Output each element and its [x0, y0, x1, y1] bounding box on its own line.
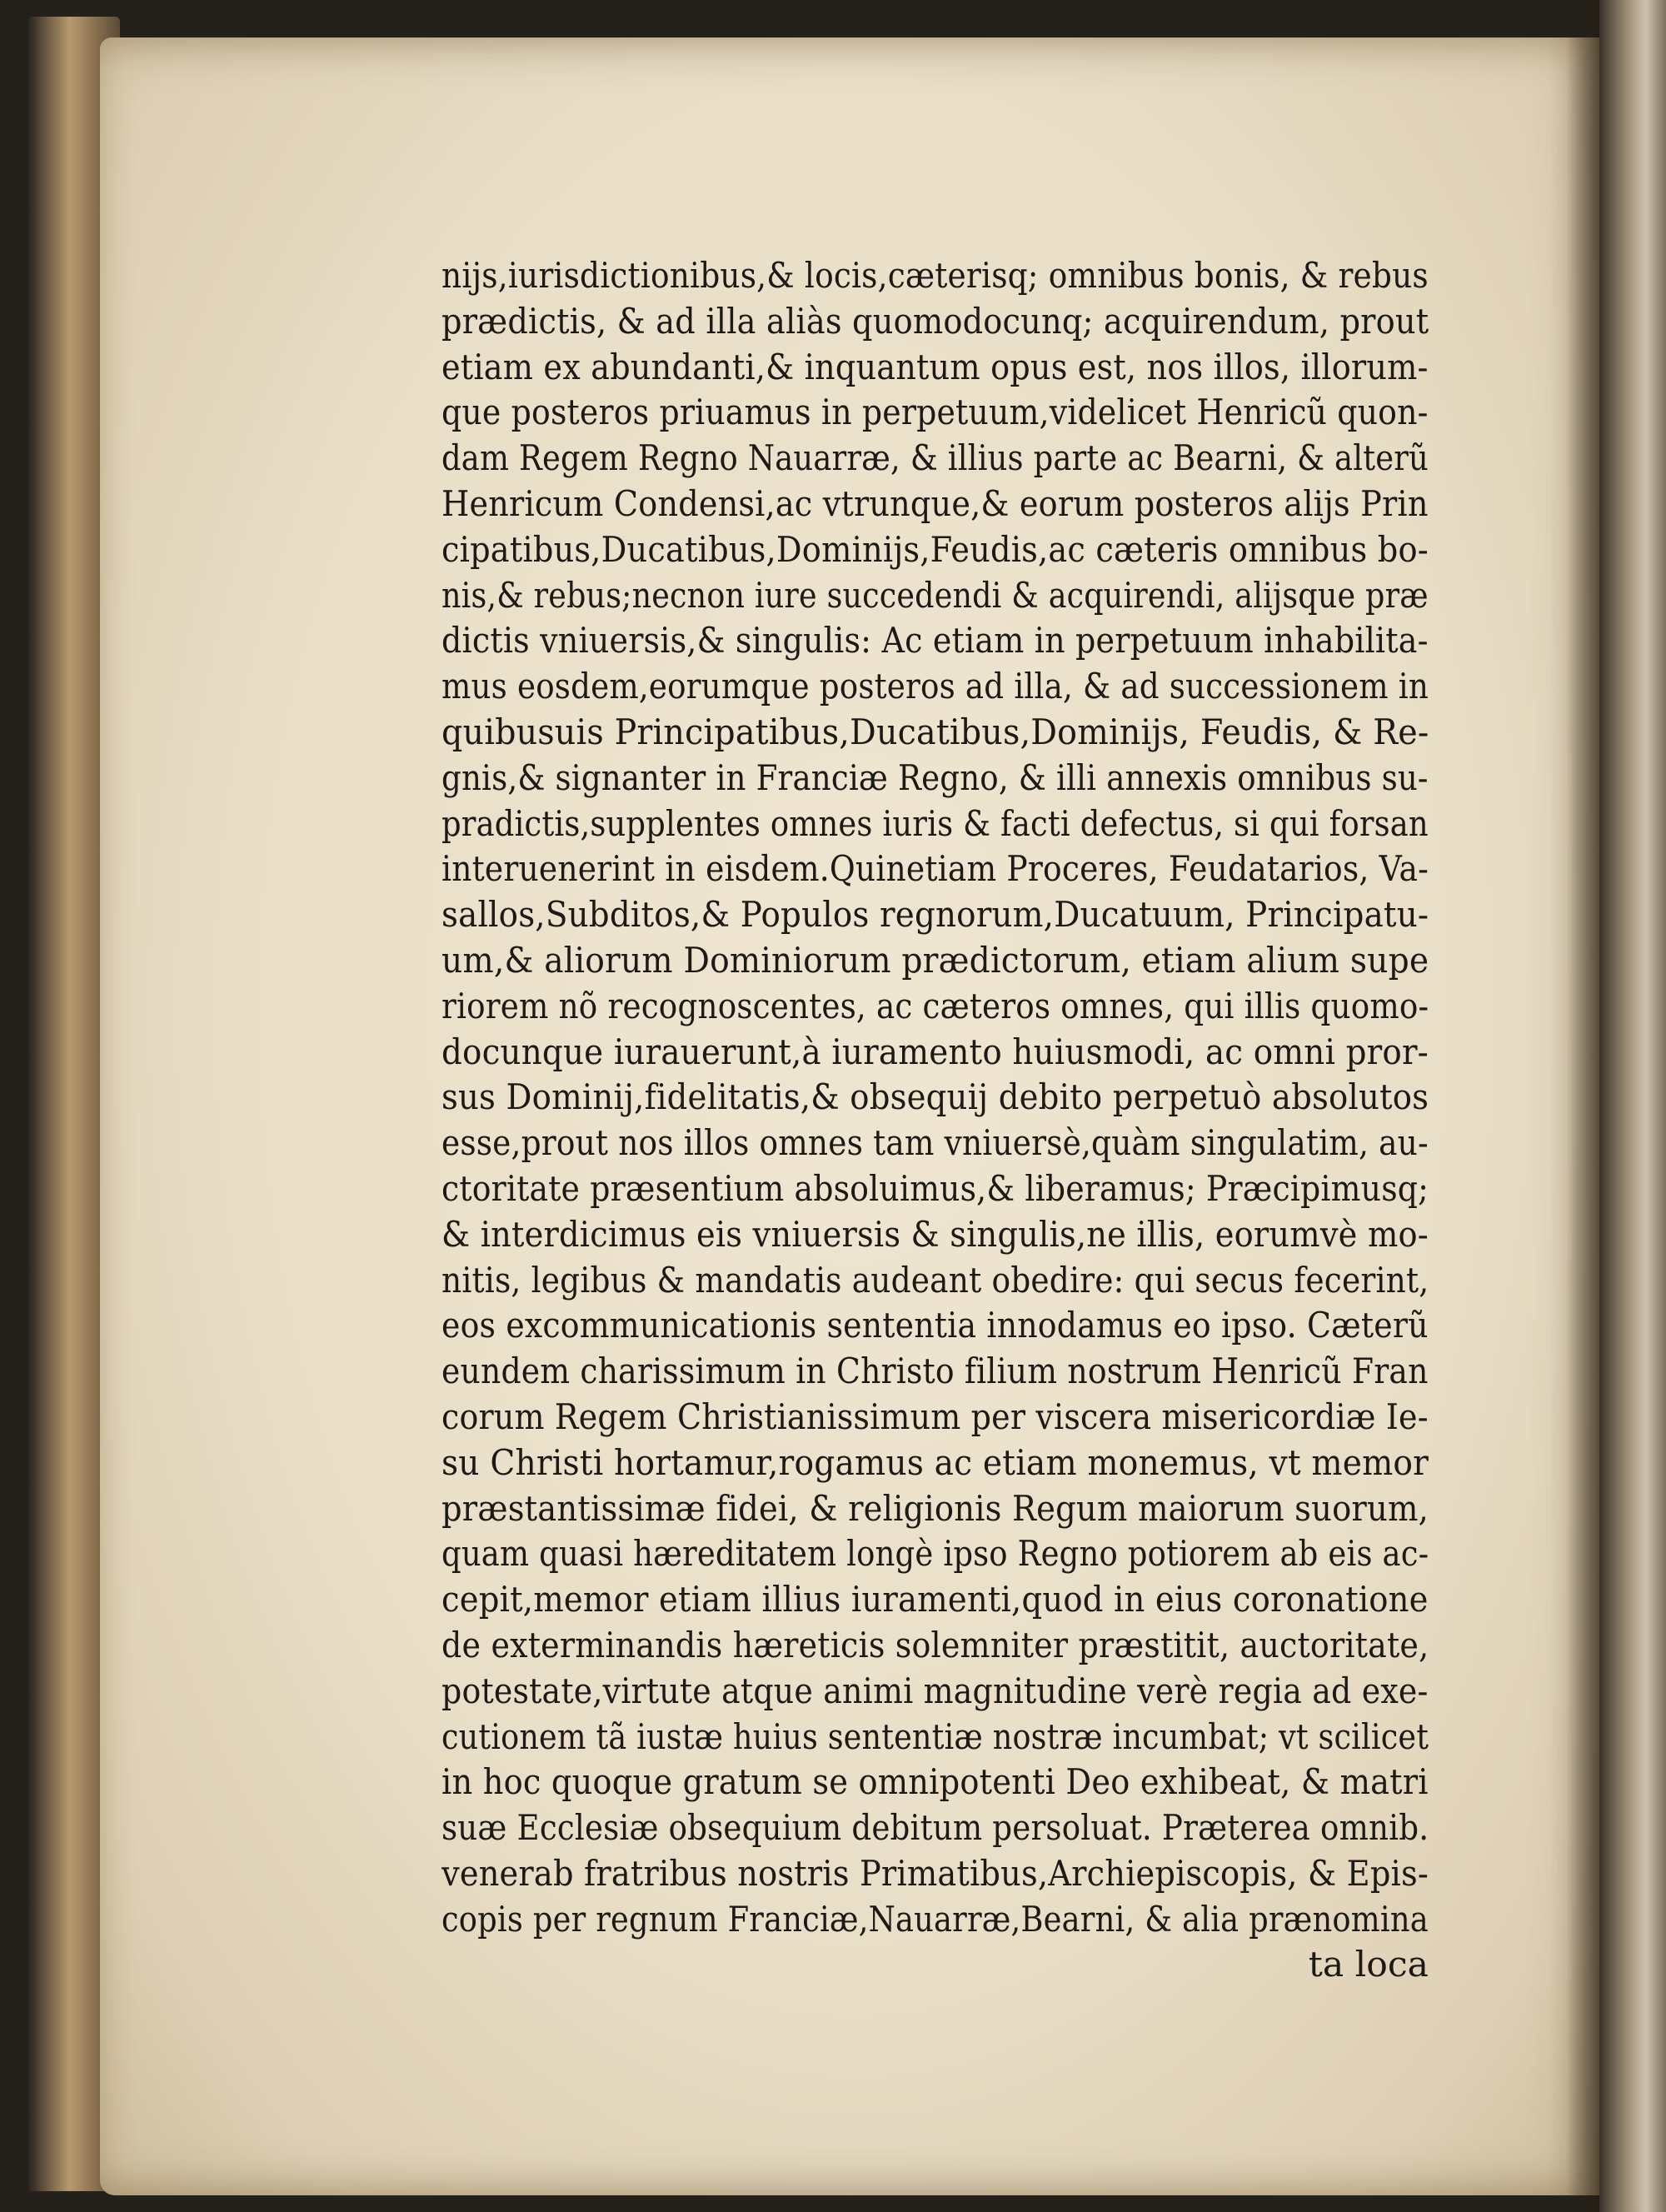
text-line: præstantissimæ fidei, & religionis Regum maiorum suorum, — [441, 1488, 1429, 1530]
text-line: Henricum Condensi,ac vtrunque,& eorum posteros alijs Prin — [441, 483, 1429, 525]
text-line: eos excommunicationis sententia innodamus eo ipso. Cæterũ — [441, 1306, 1429, 1347]
text-line: docunque iurauerunt,à iuramento huiusmodi, ac omni pror- — [441, 1031, 1429, 1073]
text-line: nis,& rebus;necnon iure succedendi & acquirendi, alijsque præ — [441, 575, 1429, 617]
text-line: nitis, legibus & mandatis audeant obedire: qui secus fecerint, — [441, 1260, 1429, 1301]
text-line: sus Dominij,fidelitatis,& obsequij debito perpetuò absolutos — [441, 1077, 1429, 1119]
text-line: copis per regnum Franciæ,Nauarræ,Bearni, & alia prænomina — [441, 1899, 1429, 1940]
text-line: prædictis, & ad illa aliàs quomodocunq; acquirendum, prout — [441, 301, 1429, 342]
text-line: quibusuis Principatibus,Ducatibus,Dominijs, Feudis, & Re- — [441, 712, 1429, 753]
right-page-block-edge — [1599, 0, 1666, 2212]
text-line: um,& aliorum Dominiorum prædictorum, etiam alium supe — [441, 940, 1429, 981]
text-line: venerab fratribus nostris Primatibus,Archiepiscopis, & Epis- — [441, 1853, 1429, 1895]
text-line: dictis vniuersis,& singulis: Ac etiam in perpetuum inhabilita- — [441, 621, 1429, 662]
text-line: riorem nõ recognoscentes, ac cæteros omnes, qui illis quomo- — [441, 986, 1429, 1027]
text-line: que posteros priuamus in perpetuum,videlicet Henricũ quon- — [441, 392, 1429, 434]
text-line: pradictis,supplentes omnes iuris & facti defectus, si qui forsan — [441, 803, 1429, 845]
text-line: & interdicimus eis vniuersis & singulis,ne illis, eorumvè mo- — [441, 1214, 1429, 1256]
text-line: etiam ex abundanti,& inquantum opus est, nos illos, illorum- — [441, 347, 1429, 388]
text-line: nijs,iurisdictionibus,& locis,cæterisq; omnibus bonis, & rebus — [441, 256, 1429, 297]
text-line: interuenerint in eisdem.Quinetiam Proceres, Feudatarios, Va- — [441, 849, 1429, 891]
text-line: quam quasi hæreditatem longè ipso Regno potiorem ab eis ac- — [441, 1534, 1429, 1575]
catchword: ta loca — [1308, 1945, 1429, 1986]
text-line: cipatibus,Ducatibus,Dominijs,Feudis,ac cæteris omnibus bo- — [441, 529, 1429, 571]
text-line: su Christi hortamur,rogamus ac etiam monemus, vt memor — [441, 1442, 1429, 1484]
text-line: dam Regem Regno Nauarræ, & illius parte ac Bearni, & alterũ — [441, 438, 1429, 480]
text-line: de exterminandis hæreticis solemniter præstitit, auctoritate, — [441, 1625, 1429, 1666]
text-line: mus eosdem,eorumque posteros ad illa, & ad successionem in — [441, 667, 1429, 708]
text-line: cepit,memor etiam illius iuramenti,quod in eius coronatione — [441, 1580, 1429, 1621]
text-line: corum Regem Christianissimum per viscera misericordiæ Ie- — [441, 1396, 1429, 1438]
catchword-row — [441, 1943, 1429, 1990]
text-line: potestate,virtute atque animi magnitudine verè regia ad exe- — [441, 1670, 1429, 1712]
text-line: eundem charissimum in Christo filium nostrum Henricũ Fran — [441, 1351, 1429, 1393]
text-line: suæ Ecclesiæ obsequium debitum persoluat. Præterea omnib. — [441, 1808, 1429, 1850]
body-text — [441, 254, 1429, 1990]
text-line: cutionem tã iustæ huius sententiæ nostræ incumbat; vt scilicet — [441, 1716, 1429, 1758]
text-line: ctoritate præsentium absoluimus,& liberamus; Præcipimusq; — [441, 1168, 1429, 1210]
text-line: gnis,& signanter in Franciæ Regno, & illi annexis omnibus su- — [441, 757, 1429, 799]
text-line: esse,prout nos illos omnes tam vniuersè,quàm singulatim, au- — [441, 1123, 1429, 1165]
text-line: in hoc quoque gratum se omnipotenti Deo exhibeat, & matri — [441, 1762, 1429, 1804]
text-line: sallos,Subditos,& Populos regnorum,Ducatuum, Principatu- — [441, 895, 1429, 936]
